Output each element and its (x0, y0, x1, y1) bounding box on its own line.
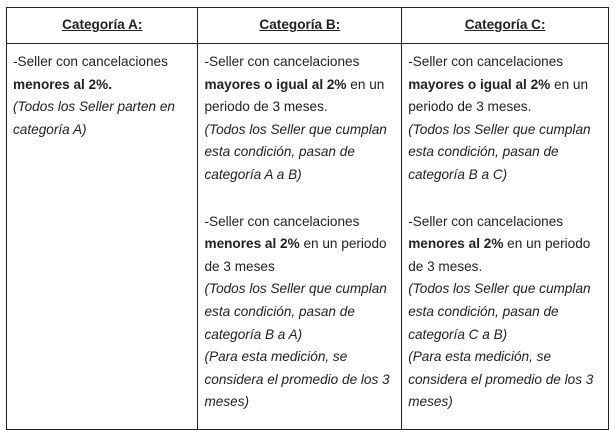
rule-threshold: mayores o igual al 2% (204, 76, 347, 92)
rule-threshold: mayores o igual al 2% (408, 76, 551, 92)
rule-paragraph (204, 211, 395, 279)
rule-note-text: (Para esta medición, se considera el promedio de los 3 meses) (408, 349, 594, 410)
rule-paragraph (408, 51, 602, 119)
rule-text: en un periodo de 3 meses. (408, 236, 591, 274)
body-row (7, 44, 609, 430)
rule-note-text: (Todos los Seller que cumplan esta condición, pasan de categoría B a A) (204, 281, 387, 342)
rule-note-text: (Todos los Seller que cumplan esta condición, pasan de categoría B a C) (408, 121, 591, 182)
rule-note-text: (Todos los Seller que cumplan esta condición, pasan de categoría C a B) (408, 281, 591, 342)
rule-text: en un periodo de 3 meses. (408, 76, 589, 115)
rule-threshold: menores al 2% (204, 236, 300, 252)
header-category-c: Categoría C: (402, 8, 609, 44)
rule-text: -Seller con cancelaciones (13, 54, 168, 69)
rule-text: -Seller con cancelaciones (204, 213, 360, 229)
cell-category-b (198, 44, 402, 430)
cell-category-c (402, 44, 609, 430)
rule-note (204, 346, 395, 414)
rule-note (408, 346, 602, 414)
rule-note (408, 119, 602, 187)
rule-text: en un periodo de 3 meses (204, 236, 387, 274)
rule-threshold: menores al 2% (408, 236, 504, 252)
rule-text: -Seller con cancelaciones (408, 213, 564, 229)
header-category-b: Categoría B: (198, 8, 402, 44)
rule-paragraph (13, 51, 191, 96)
rule-note (204, 278, 395, 346)
rule-note-text: (Todos los Seller parten en categoría A) (13, 99, 175, 137)
rule-text: en un periodo de 3 meses. (204, 76, 385, 115)
rule-threshold: menores al 2%. (13, 76, 112, 92)
paragraph-gap (204, 187, 395, 211)
category-table (6, 7, 609, 430)
rule-note (13, 96, 191, 141)
rule-paragraph (408, 211, 602, 279)
rule-text: -Seller con cancelaciones (408, 54, 564, 69)
paragraph-gap (408, 187, 602, 211)
rule-note (204, 119, 395, 187)
rule-note (408, 278, 602, 346)
header-category-a: Categoría A: (7, 8, 198, 44)
header-row (7, 8, 609, 44)
rule-paragraph (204, 51, 395, 119)
rule-text: -Seller con cancelaciones (204, 54, 360, 69)
rule-note-text: (Para esta medición, se considera el promedio de los 3 meses) (204, 349, 390, 410)
cell-category-a (7, 44, 198, 430)
rule-note-text: (Todos los Seller que cumplan esta condición, pasan de categoría A a B) (204, 121, 387, 182)
